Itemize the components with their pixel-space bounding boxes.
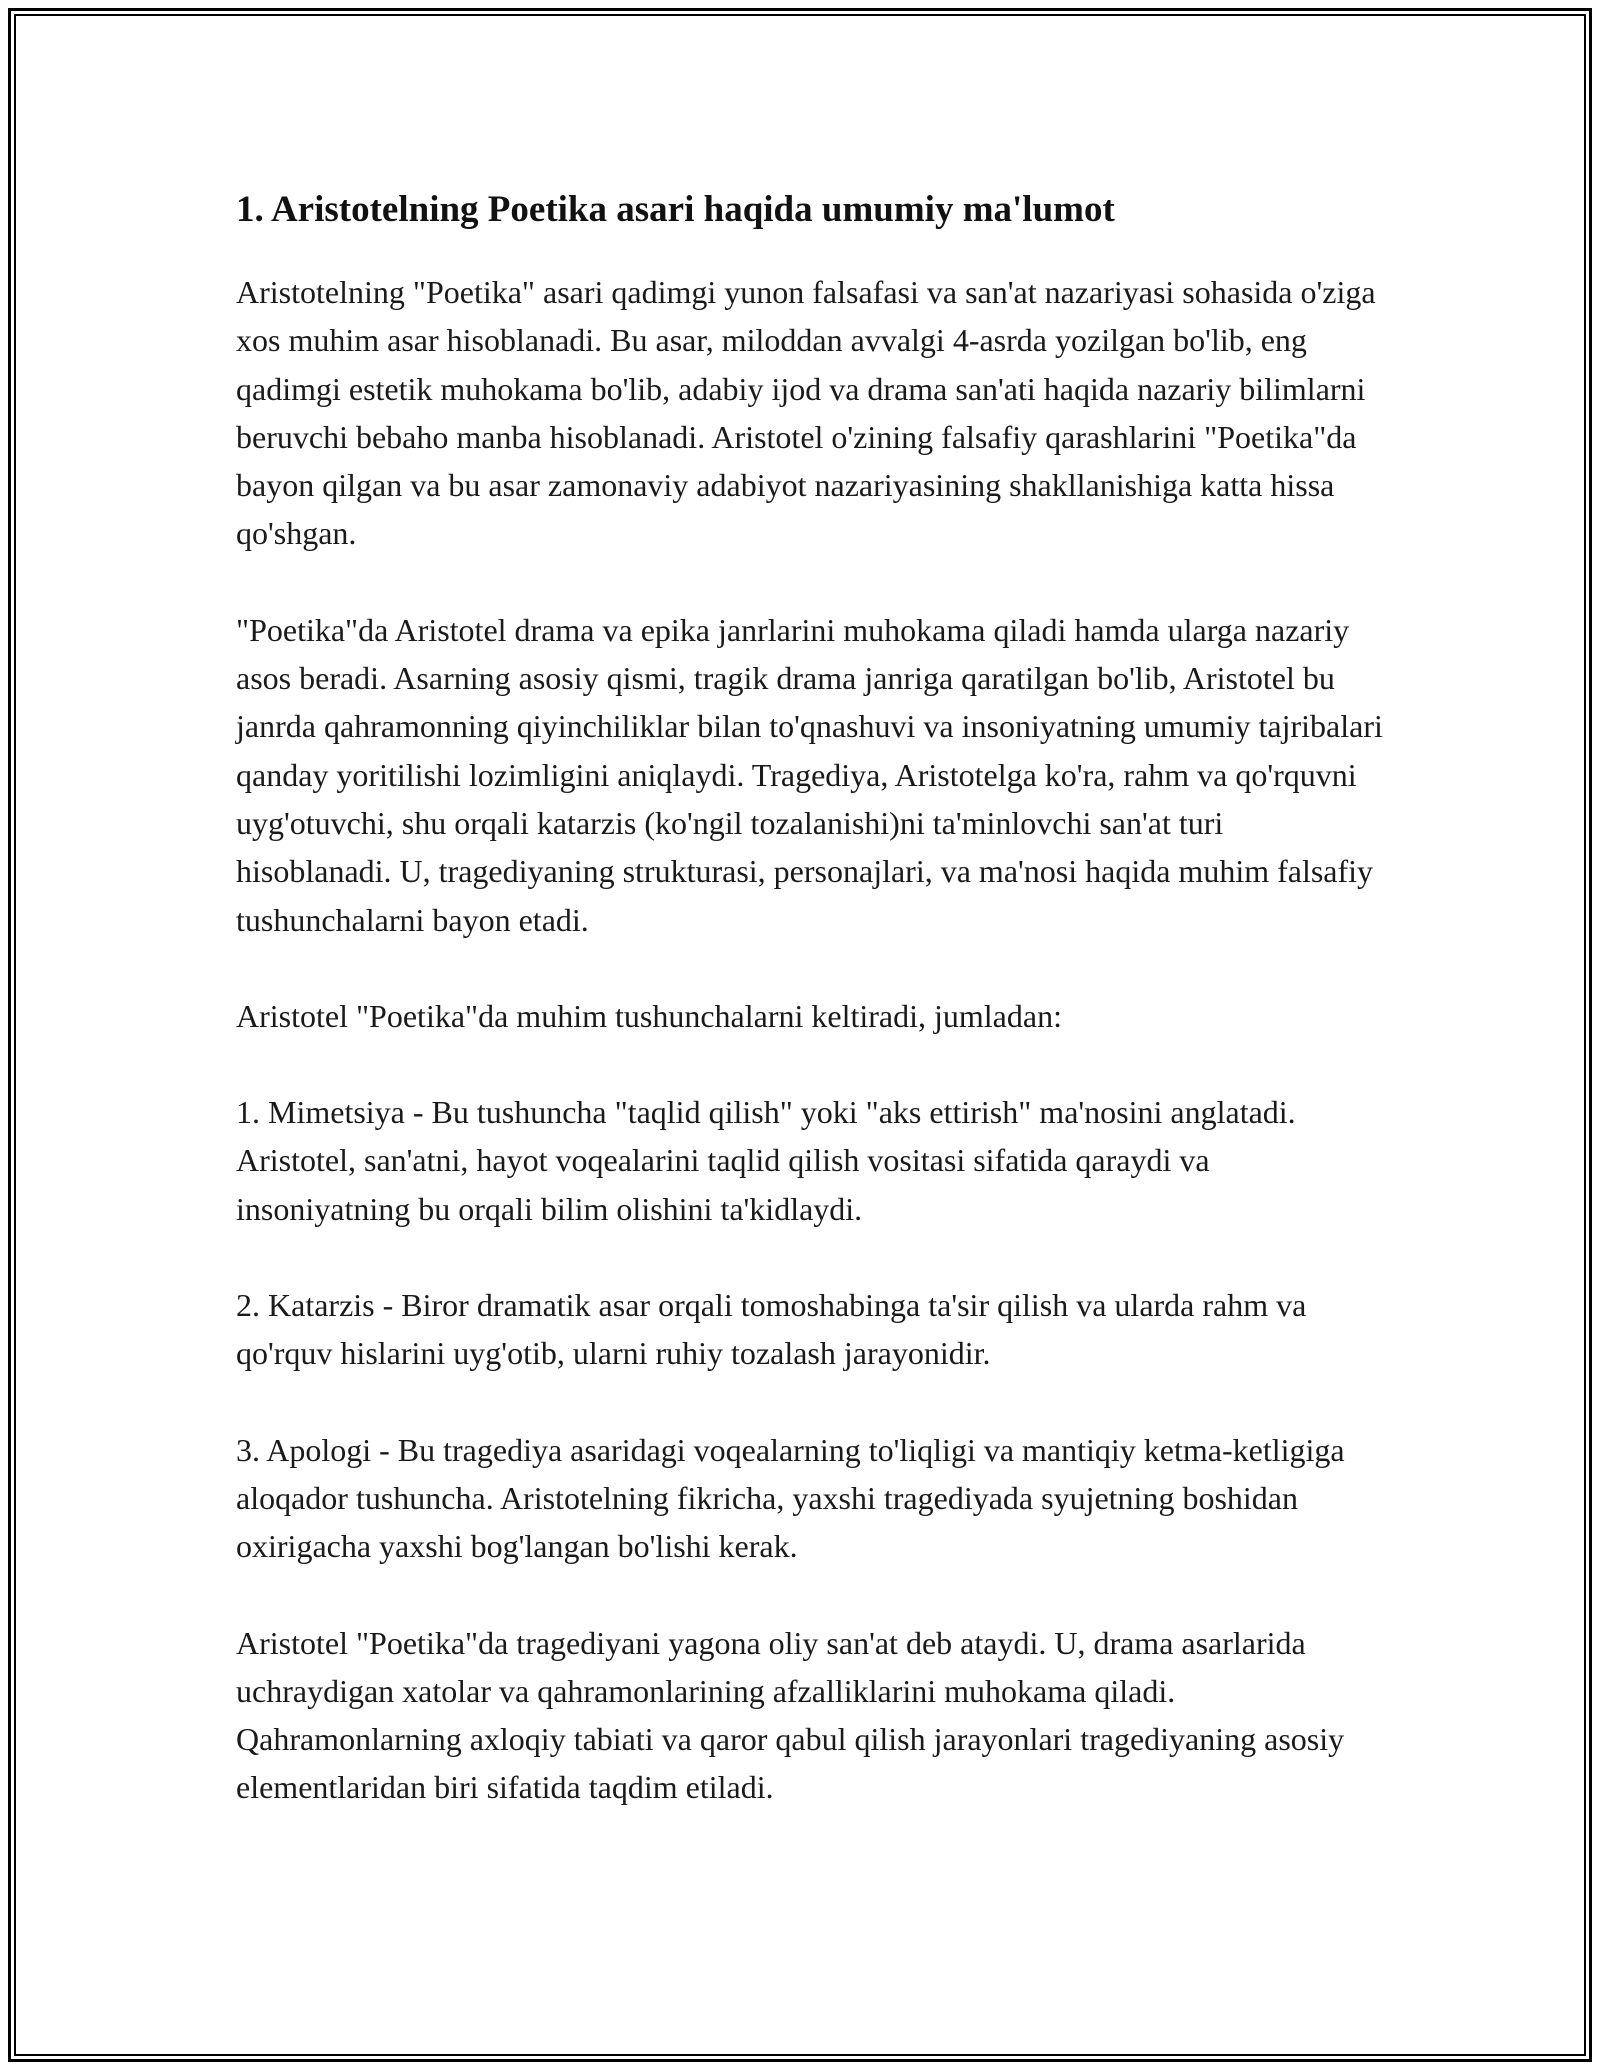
section-heading: 1. Aristotelning Poetika asari haqida umumiy ma'lumot (236, 189, 1115, 230)
paragraph-intro: Aristotelning "Poetika" asari qadimgi yunon falsafasi va san'at nazariyasi sohasida o'ziga xos muhim asar hisoblanadi. Bu asar, miloddan avvalgi 4-asrda yozilgan bo'lib, eng qadimgi estetik muhokama bo'lib, adabiy ijod va drama san'ati haqida nazariy bilimlarni beruvchi bebaho manba hisoblanadi. Aristotel o'zining falsafiy qarashlarini "Poetika"da bayon qilgan va bu asar zamonaviy adabiyot nazariyasining shakllanishiga katta hissa qo'shgan. (236, 274, 1376, 552)
paragraph-concepts-intro: Aristotel "Poetika"da muhim tushunchalarni keltiradi, jumladan: (236, 997, 1062, 1034)
list-item-apologi: 3. Apologi - Bu tragediya asaridagi voqealarning to'liqligi va mantiqiy ketma-ketligiga aloqador tushuncha. Aristotelning fikricha, yaxshi tragediyada syujetning boshidan oxirigacha yaxshi bog'langan bo'lishi kerak. (236, 1431, 1345, 1565)
list-item-mimesis: 1. Mimetsiya - Bu tushuncha "taqlid qilish" yoki "aks ettirish" ma'nosini anglatadi. Aristotel, san'atni, hayot voqealarini taqlid qilish vositasi sifatida qaraydi va insoniyatning bu orqali bilim olishini ta'kidlaydi. (236, 1094, 1296, 1227)
list-item-catharsis: 2. Katarzis - Biror dramatik asar orqali tomoshabinga ta'sir qilish va ularda rahm va qo'rquv hislarini uyg'otib, ularni ruhiy tozalash jarayonidir. (236, 1287, 1307, 1372)
paragraph-conclusion: Aristotel "Poetika"da tragediyani yagona oliy san'at deb ataydi. U, drama asarlarida uchraydigan xatolar va qahramonlarining afzalliklarini muhokama qiladi. Qahramonlarning axloqiy tabiati va qaror qabul qilish jarayonlari tragediyaning asosiy elementlaridan biri sifatida taqdim etiladi. (236, 1624, 1345, 1806)
paragraph-genres: "Poetika"da Aristotel drama va epika janrlarini muhokama qiladi hamda ularga nazariy asos beradi. Asarning asosiy qismi, tragik drama janriga qaratilgan bo'lib, Aristotel bu janrda qahramonning qiyinchiliklar bilan to'qnashuvi va insoniyatning umumiy tajribalari qanday yoritilishi lozimligini aniqlaydi. Tragediya, Aristotelga ko'ra, rahm va qo'rquvni uyg'otuvchi, shu orqali katarzis (ko'ngil tozalanishi)ni ta'minlovchi san'at turi hisoblanadi. U, tragediyaning strukturasi, personajlari, va ma'nosi haqida muhim falsafiy tushunchalarni bayon etadi. (236, 611, 1383, 938)
document-body (236, 186, 1386, 1812)
